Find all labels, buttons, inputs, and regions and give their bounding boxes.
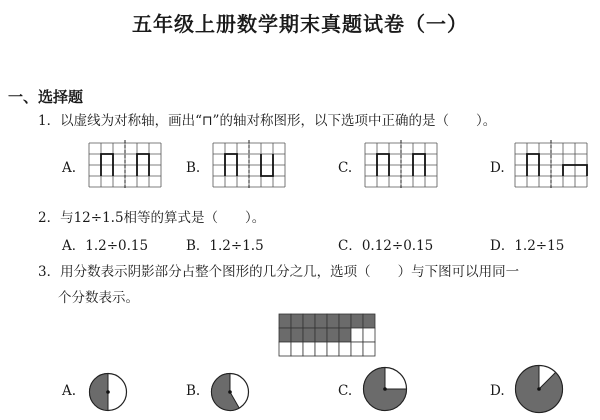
question-1-symbol: ⊓ (202, 113, 213, 129)
center-dot (106, 390, 110, 394)
q2-option-d[interactable]: D．1.2÷15 (490, 238, 565, 254)
center-dot (228, 390, 232, 394)
empty-cell (315, 342, 327, 356)
q2-option-a[interactable]: A．1.2÷0.15 (62, 238, 149, 254)
q1-option-b-label[interactable]: B. (186, 160, 201, 176)
shaded-cell (291, 314, 303, 328)
q3-option-c-circle[interactable] (362, 366, 408, 416)
q3-option-a-circle[interactable] (88, 372, 128, 416)
shaded-cell (351, 314, 363, 328)
q1-option-d-grid[interactable] (514, 140, 588, 190)
q2-option-c[interactable]: C．0.12÷0.15 (338, 238, 434, 254)
q1-option-c-label[interactable]: C. (338, 160, 353, 176)
shaded-cell (327, 328, 339, 342)
shaded-cell (339, 314, 351, 328)
shaded-cell (339, 328, 351, 342)
question-3-line-1: 3．用分数表示阴影部分占整个图形的几分之几，选项（ ）与下图可以用同一 (38, 264, 520, 280)
shaded-cell (315, 328, 327, 342)
empty-cell (351, 342, 363, 356)
shaded-cell (279, 314, 291, 328)
shaded-cell (315, 314, 327, 328)
empty-cell (291, 342, 303, 356)
question-1-text-end: ”的轴对称图形，以下选项中正确的是（ ）。 (212, 113, 497, 129)
question-2: 2．与12÷1.5相等的算式是（ ）。 (38, 210, 266, 226)
empty-cell (351, 328, 363, 342)
question-1 (38, 109, 496, 129)
q1-option-d-label[interactable]: D. (490, 160, 505, 176)
section-heading: 一、选择题 (8, 88, 84, 106)
shaded-cell (303, 314, 315, 328)
empty-cell (363, 342, 375, 356)
q3-option-c-label[interactable]: C. (338, 383, 353, 399)
empty-cell (327, 342, 339, 356)
empty-cell (303, 342, 315, 356)
empty-cell (363, 328, 375, 342)
q3-option-d-circle[interactable] (514, 364, 564, 418)
shaded-cell (363, 314, 375, 328)
shaded-cell (279, 328, 291, 342)
question-1-text: 1．以虚线为对称轴，画出“ (38, 113, 202, 129)
q3-option-d-label[interactable]: D. (490, 383, 505, 399)
q1-option-b-grid[interactable] (212, 140, 286, 190)
q2-option-b[interactable]: B．1.2÷1.5 (186, 238, 264, 254)
page-title: 五年级上册数学期末真题试卷（一） (132, 12, 468, 36)
center-dot (383, 387, 387, 391)
q1-option-c-grid[interactable] (364, 140, 438, 190)
q1-option-a-label[interactable]: A. (62, 160, 77, 176)
q3-option-a-label[interactable]: A. (62, 383, 77, 399)
question-3-line-2: 个分数表示。 (58, 290, 139, 306)
shaded-cell (327, 314, 339, 328)
shaded-cell (303, 328, 315, 342)
empty-cell (279, 342, 291, 356)
center-dot (537, 387, 541, 391)
q1-option-a-grid[interactable] (88, 140, 162, 190)
empty-cell (339, 342, 351, 356)
q3-figure-grid (278, 312, 376, 358)
q3-option-b-label[interactable]: B. (186, 383, 201, 399)
q3-option-b-circle[interactable] (210, 372, 250, 416)
shaded-cell (291, 328, 303, 342)
